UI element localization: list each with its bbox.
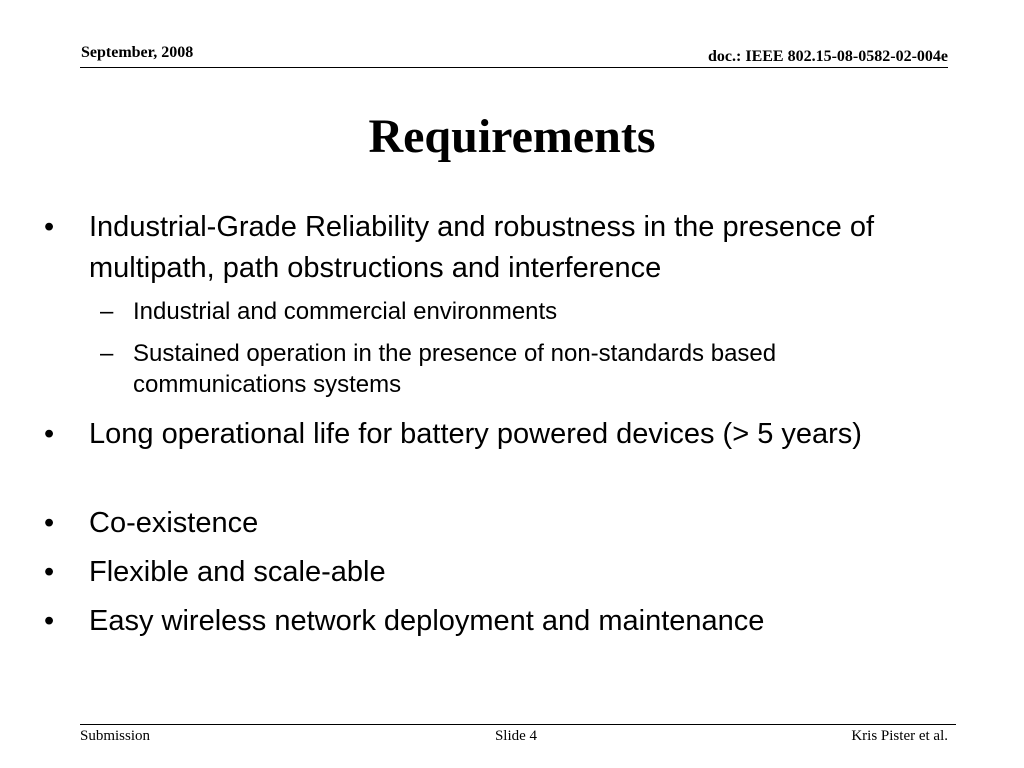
- bullet-marker: •: [44, 605, 55, 637]
- bullet-text: Easy wireless network deployment and maintenance: [89, 605, 765, 637]
- bullet-item: [44, 207, 964, 289]
- bullet-marker: •: [44, 556, 55, 588]
- slide-title: Requirements: [368, 110, 656, 163]
- sub-bullet-item: [100, 338, 920, 400]
- bullet-item: [44, 552, 964, 593]
- sub-bullet-marker: –: [100, 298, 114, 325]
- bullet-text: Co-existence: [89, 507, 259, 539]
- bullet-text: Industrial-Grade Reliability and robustness in the presence of multipath, path obstructions and interference: [89, 211, 875, 284]
- bullet-marker: •: [44, 418, 55, 450]
- sub-bullet-text: Industrial and commercial environments: [133, 298, 558, 325]
- sub-bullet-item: [100, 296, 920, 327]
- bullet-text: Long operational life for battery powered devices (> 5 years): [89, 418, 862, 450]
- header-document-id: doc.: IEEE 802.15-08-0582-02-004e: [708, 48, 948, 65]
- footer-submission: Submission: [80, 728, 151, 744]
- sub-bullet-text: Sustained operation in the presence of non-standards based communications systems: [133, 340, 777, 398]
- bullet-text: Flexible and scale-able: [89, 556, 386, 588]
- footer-divider: [80, 724, 956, 725]
- bullet-item: [44, 414, 964, 455]
- footer-slide-number: Slide 4: [494, 728, 538, 744]
- sub-bullet-marker: –: [100, 340, 114, 367]
- bullet-marker: •: [44, 211, 55, 243]
- bullet-marker: •: [44, 507, 55, 539]
- bullet-item: [44, 601, 964, 642]
- header-date: September, 2008: [81, 44, 194, 61]
- footer-author: Kris Pister et al.: [851, 728, 948, 744]
- bullet-item: [44, 503, 964, 544]
